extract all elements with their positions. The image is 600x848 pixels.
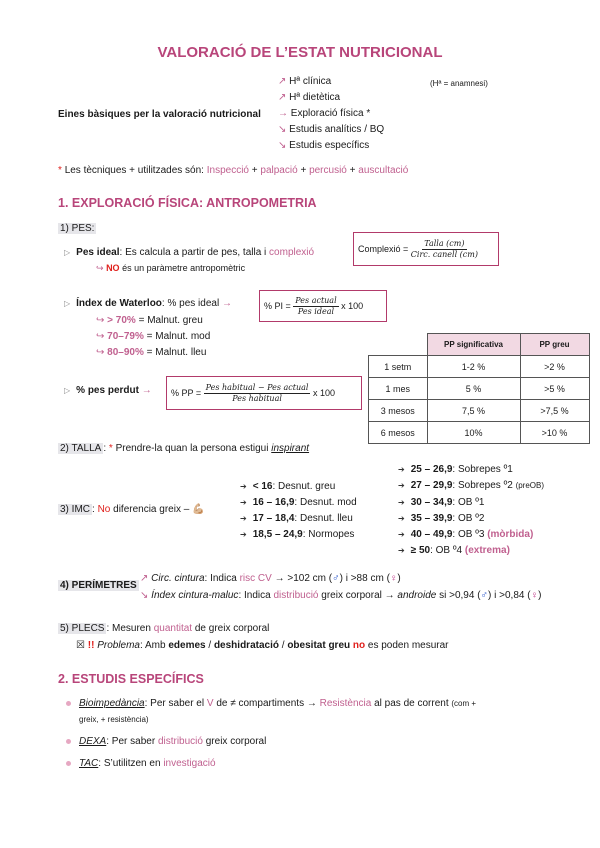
table-cell: >10 % (520, 422, 589, 444)
table-cell: 1 setm (369, 356, 428, 378)
complexio-formula: Complexió = $\frac{\text{Talla (cm)}}{\text{Circ. canell (cm)}}$ (353, 232, 499, 266)
eines-item-2: ↗ Hª dietètica (278, 92, 341, 103)
table-cell: 3 mesos (369, 400, 428, 422)
eines-note: (Hª = anamnesi) (430, 79, 488, 88)
imc-left-1: ➔ < 16: Desnut. greu (240, 481, 336, 492)
pp-formula: % PP = $\frac{\text{Pes habitual − Pes actual}}{\text{Pes habitual}}$ x 100 (166, 376, 362, 410)
eines-item-1: ↗ Hª clínica (278, 76, 332, 87)
bullet-icon (66, 739, 71, 744)
imc-line: 3) IMC : No diferencia greix – 💪🏼 (60, 504, 205, 515)
table-cell: >5 % (520, 378, 589, 400)
bullet-icon (66, 761, 71, 766)
pes-ideal-line: ▷ Pes ideal: Es calcula a partir de pes, talla i complexió (64, 247, 315, 258)
table-cell: 1 mes (369, 378, 428, 400)
table-cell: >2 % (520, 356, 589, 378)
table-row (369, 378, 590, 400)
table-cell: 6 mesos (369, 422, 428, 444)
eines-item-4: ↘ Estudis analítics / BQ (278, 124, 385, 135)
imc-left-4: ➔ 18,5 – 24,9: Normopes (240, 529, 355, 540)
checkbox-icon: ☒ (76, 640, 85, 651)
tecniques-line: * Les tècniques + utilitzades són: Inspecció + palpació + percusió + auscultació (58, 165, 409, 176)
table-header-row (369, 334, 590, 356)
table-row (369, 422, 590, 444)
waterloo-3: ↪ 80–90% = Malnut. lleu (96, 347, 207, 358)
imc-right-5: ➔ 40 – 49,9: OB º3 (mòrbida) (398, 529, 534, 540)
waterloo-line: ▷ Índex de Waterloo: % pes ideal → (64, 298, 232, 309)
imc-right-4: ➔ 35 – 39,9: OB º2 (398, 513, 485, 524)
tac-line: TAC: S’utilitzen en investigació (66, 758, 216, 769)
table-cell: >7,5 % (520, 400, 589, 422)
table-cell: 10% (427, 422, 520, 444)
eines-item-5: ↘ Estudis específics (278, 140, 370, 151)
plecs-line: 5) PLECS : Mesuren quantitat de greix corporal (60, 623, 270, 634)
pi-formula: % PI = $\frac{\text{Pes actual}}{\text{Pes ideal}}$ x 100 (259, 290, 387, 322)
imc-left-2: ➔ 16 – 16,9: Desnut. mod (240, 497, 357, 508)
bullet-icon (66, 701, 71, 706)
table-header-cell: PP significativa (427, 334, 520, 356)
perimetres-line-1: ↗ Circ. cintura: Indica risc CV → >102 cm (♂) i >88 cm (♀) (140, 573, 401, 584)
section-2-title: 2. ESTUDIS ESPECÍFICS (58, 672, 204, 686)
table-row (369, 356, 590, 378)
table-cell: 5 % (427, 378, 520, 400)
perimetres-line-2: ↘ Índex cintura-maluc: Indica distribució greix corporal → androide si >0,94 (♂) i >0,84 (♀) (140, 590, 542, 601)
section-1-title: 1. EXPLORACIÓ FÍSICA: ANTROPOMETRIA (58, 196, 317, 210)
talla-line: 2) TALLA : * Prendre-la quan la persona estigui inspirant (60, 443, 310, 454)
pes-label: 1) PES: (60, 223, 95, 234)
waterloo-1: ↪ > 70% = Malnut. greu (96, 315, 203, 326)
pes-ideal-note: ↪ NO és un paràmetre antropomètric (96, 263, 246, 273)
imc-right-6: ➔ ≥ 50: OB º4 (extrema) (398, 545, 510, 556)
eines-label: Eines bàsiques per la valoració nutricional (58, 109, 261, 120)
table-header-cell (369, 334, 428, 356)
imc-left-3: ➔ 17 – 18,4: Desnut. lleu (240, 513, 353, 524)
plecs-problema: ☒ !! Problema: Amb edemes / deshidratació / obesitat greu no es poden mesurar (76, 640, 449, 651)
eines-item-3: → Exploració física * (278, 108, 371, 119)
pes-perdut-table (368, 333, 590, 444)
bioimpedancia-line: Bioimpedància: Per saber el V de ≠ compartiments → Resistència al pas de corrent (com + (66, 698, 476, 709)
pes-perdut-line: ▷ % pes perdut → (64, 385, 152, 396)
table-cell: 1-2 % (427, 356, 520, 378)
table-cell: 7,5 % (427, 400, 520, 422)
bioimpedancia-note: greix, + resistència) (79, 715, 149, 724)
imc-right-2: ➔ 27 – 29,9: Sobrepes º2 (preOB) (398, 480, 545, 491)
dexa-line: DEXA: Per saber distribució greix corporal (66, 736, 266, 747)
table-header-cell: PP greu (520, 334, 589, 356)
table-row (369, 400, 590, 422)
imc-right-3: ➔ 30 – 34,9: OB º1 (398, 497, 485, 508)
perimetres-label: 4) PERÍMETRES (60, 580, 137, 591)
page-title: VALORACIÓ DE L’ESTAT NUTRICIONAL (157, 44, 443, 61)
imc-right-1: ➔ 25 – 26,9: Sobrepes º1 (398, 464, 513, 475)
waterloo-2: ↪ 70–79% = Malnut. mod (96, 331, 211, 342)
